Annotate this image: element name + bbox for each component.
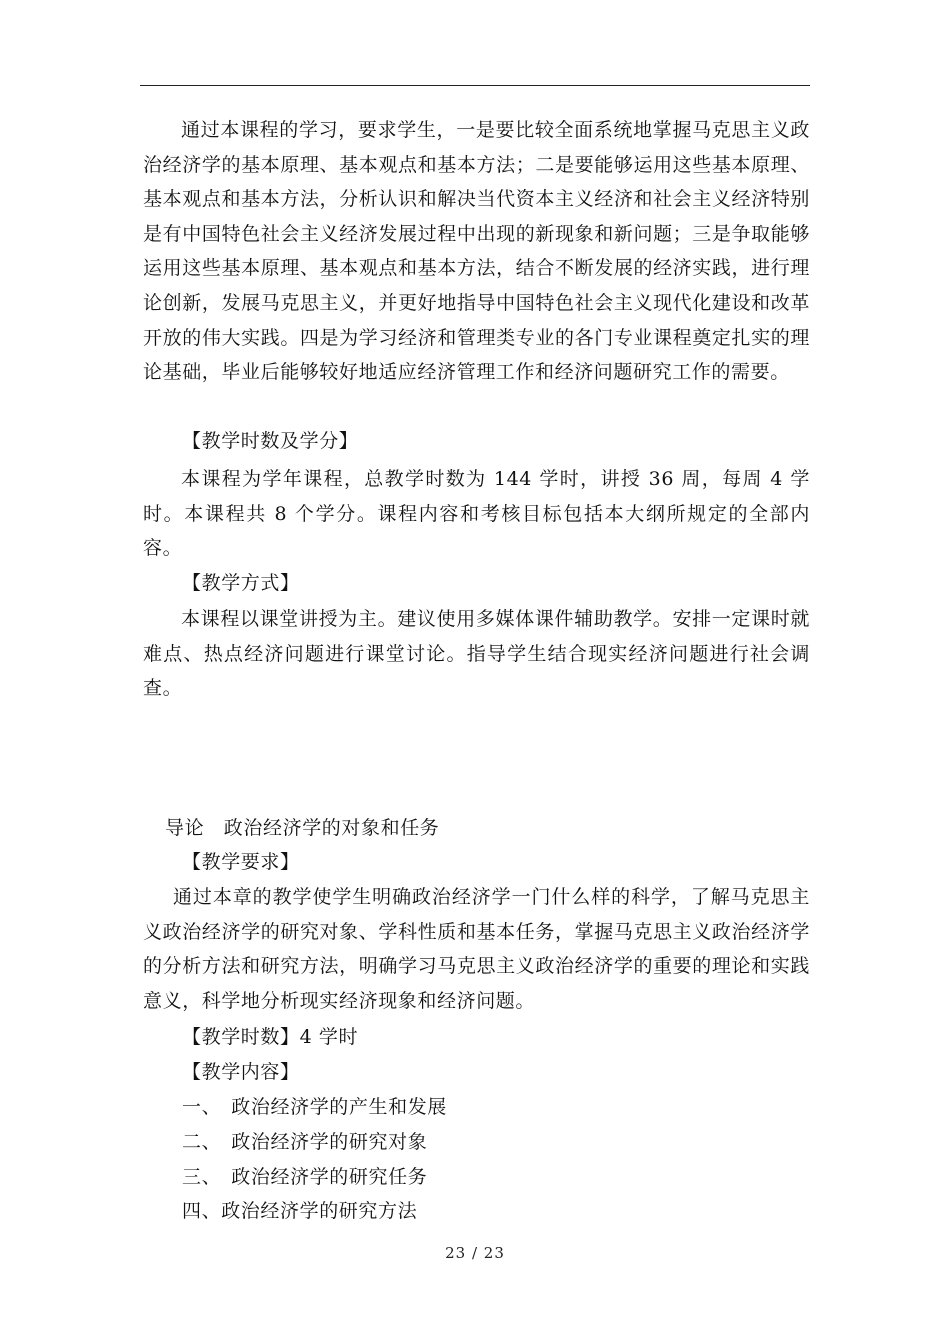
content-item: 二、 政治经济学的研究对象 (182, 1131, 428, 1153)
hours-line: 【教学时数】4 学时 (182, 1026, 359, 1048)
chapter-title: 导论 政治经济学的对象和任务 (165, 817, 440, 839)
teaching-method-heading: 【教学方式】 (182, 572, 300, 594)
content-item: 一、 政治经济学的产生和发展 (182, 1096, 447, 1118)
requirements-heading: 【教学要求】 (182, 851, 300, 873)
teaching-method-paragraph: 本课程以课堂讲授为主。建议使用多媒体课件辅助教学。安排一定课时就难点、热点经济问题进行课堂讨论。指导学生结合现实经济问题进行社会调查。 (143, 608, 810, 700)
intro-paragraph: 通过本课程的学习，要求学生，一是要比较全面系统地掌握马克思主义政治经济学的基本原理、基本观点和基本方法；二是要能够运用这些基本原理、基本观点和基本方法，分析认识和解决当代资本主义经济和社会主义经济特别是有中国特色社会主义经济发展过程中出现的新现象和新问题；三是争取能够运用这些基本原理、基本观点和基本方法，结合不断发展的经济实践，进行理论创新，发展马克思主义，并更好地指导中国特色社会主义现代化建设和改革开放的伟大实践。四是为学习经济和管理类专业的各门专业课程奠定扎实的理论基础，毕业后能够较好地适应经济管理工作和经济问题研究工作的需要。 (143, 119, 810, 384)
requirements-paragraph: 通过本章的教学使学生明确政治经济学一门什么样的科学，了解马克思主义政治经济学的研究对象、学科性质和基本任务，掌握马克思主义政治经济学的分析方法和研究方法，明确学习马克思主义政治经济学的重要的理论和实践意义，科学地分析现实经济现象和经济问题。 (143, 886, 810, 1012)
content-item: 四、政治经济学的研究方法 (182, 1200, 418, 1222)
content-heading: 【教学内容】 (182, 1061, 300, 1083)
hours-credits-heading: 【教学时数及学分】 (182, 430, 359, 452)
header-rule (140, 85, 810, 86)
page-number: 23 / 23 (445, 1244, 505, 1262)
content-item: 三、 政治经济学的研究任务 (182, 1166, 428, 1188)
hours-credits-paragraph: 本课程为学年课程，总教学时数为 144 学时，讲授 36 周，每周 4 学时。本课程共 8 个学分。课程内容和考核目标包括本大纲所规定的全部内容。 (143, 468, 810, 560)
